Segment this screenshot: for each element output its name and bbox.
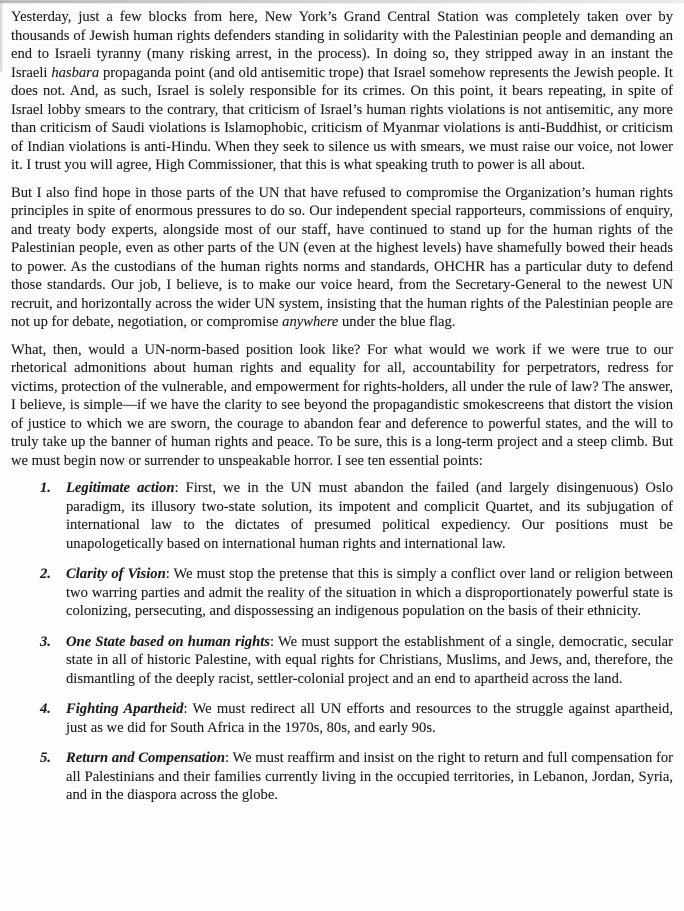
point-title: Fighting Apartheid	[66, 701, 184, 717]
text-run: propaganda point (and old antisemitic trope) that Israel somehow represents the Jewish people. It does not. And, as such, Israel is solely responsible for its crimes. On this point, it bears repeating, in spite of Israel lobby smears to the contrary, that criticism of Israel’s human rights violations is not antisemitic, any more than criticism of Saudi violations is Islamophobic, criticism of Myanmar violations is anti-Buddhist, or criticism of Indian violations is anti-Hindu. When they seek to silence us with smears, we must raise our voice, not lower it. I trust you will agree, High Commissioner, that this is what speaking truth to power is all about.	[11, 64, 673, 173]
point-body	[66, 565, 673, 621]
point-title: Clarity of Vision	[66, 566, 166, 582]
point-body	[66, 633, 673, 689]
point-text: : First, we in the UN must abandon the failed (and largely disingenuous) Oslo paradigm, its illusory two-state solution, its impotent and complicit Quartet, and its subjugation of international law to the dictates of presumed political expediency. Our positions must be unapologetically based on international human rights and international law.	[66, 480, 673, 552]
body-paragraphs	[11, 8, 673, 470]
paragraph-2	[11, 184, 673, 332]
point-item-4	[11, 700, 673, 737]
text-run: under the blue flag.	[338, 314, 456, 330]
point-text: : We must support the establishment of a single, democratic, secular state in all of historic Palestine, with equal rights for Christians, Muslims, and Jews, and, therefore, the dismantling of the deeply racist, settler-colonial project and an end to apartheid across the land.	[66, 633, 673, 687]
point-body	[66, 749, 673, 805]
point-text: : We must reaffirm and insist on the right to return and full compensation for all Palestinians and their families currently living in the occupied territories, in Lebanon, Jordan, Syria, and in the diaspora across the globe.	[66, 750, 673, 803]
point-text: : We must stop the pretense that this is simply a conflict over land or religion between two warring parties and admit the reality of the situation in which a disproportionately powerful state is colonizing, persecuting, and dispossessing an indigenous population on the basis of their ethnicity.	[66, 566, 674, 619]
point-item-5	[11, 749, 673, 805]
point-item-1	[11, 479, 673, 553]
point-number: 5.	[40, 750, 51, 766]
point-title: One State based on human rights	[66, 633, 270, 650]
text-run: But I also find hope in those parts of the UN that have refused to compromise the Organization’s human rights principles in spite of enormous pressures to do so. Our independent special rapporteurs, commissions of enquiry, and treaty body experts, alongside most of our staff, have continued to stand up for the human rights of the Palestinian people, even as other parts of the UN (even at the highest levels) have shamefully bowed their heads to power. As the custodians of the human rights norms and standards, OHCHR has a particular duty to defend those standards. Our job, I believe, is to make our voice heard, from the Secretary-General to the newest UN recruit, and horizontally across the wider UN system, insisting that the human rights of the Palestinian people are not up for debate, negotiation, or compromise	[11, 184, 673, 330]
italic-word: hasbara	[51, 64, 100, 81]
paragraph-1	[11, 8, 673, 175]
point-number: 1.	[40, 480, 51, 496]
italic-word: anywhere	[282, 314, 339, 330]
point-title: Legitimate action	[66, 480, 175, 496]
text-run: What, then, would a UN-norm-based position look like? For what would we work if we were true to our rhetorical admonitions about human rights and equality for all, accountability for perpetrators, redress for victims, protection of the vulnerable, and empowerment for rights-holders, all under the rule of law? The answer, I believe, is simple—if we have the clarity to see beyond the propagandistic smokescreens that distort the vision of justice to which we are sworn, the courage to abandon fear and deference to powerful states, and the will to truly take up the banner of human rights and peace. To be sure, this is a long-term project and a steep climb. But we must begin now or surrender to unspeakable horror. I see ten essential points:	[11, 341, 673, 469]
scan-artifact-top	[0, 0, 684, 3]
paragraph-3	[11, 341, 673, 471]
point-body	[66, 700, 673, 737]
text-run: Yesterday, just a few blocks from here, New York’s Grand Central Station was completely taken over by thousands of Jewish human rights defenders standing in solidarity with the Palestinian people and demanding an end to Israeli tyranny (many risking arrest, in the process). In doing so, they stripped away in an instant the Israeli	[11, 9, 673, 81]
points-list	[11, 479, 673, 805]
point-number: 4.	[40, 701, 51, 717]
point-body	[66, 479, 673, 553]
point-title: Return and Compensation	[66, 750, 226, 766]
point-item-2	[11, 565, 673, 621]
point-text: : We must redirect all UN efforts and resources to the struggle against apartheid, just as we did for South Africa in the 1970s, 80s, and early 90s.	[66, 701, 673, 736]
scan-artifact-left	[0, 0, 2, 72]
point-item-3	[11, 633, 673, 689]
point-number: 2.	[40, 566, 51, 582]
point-number: 3.	[40, 633, 51, 650]
